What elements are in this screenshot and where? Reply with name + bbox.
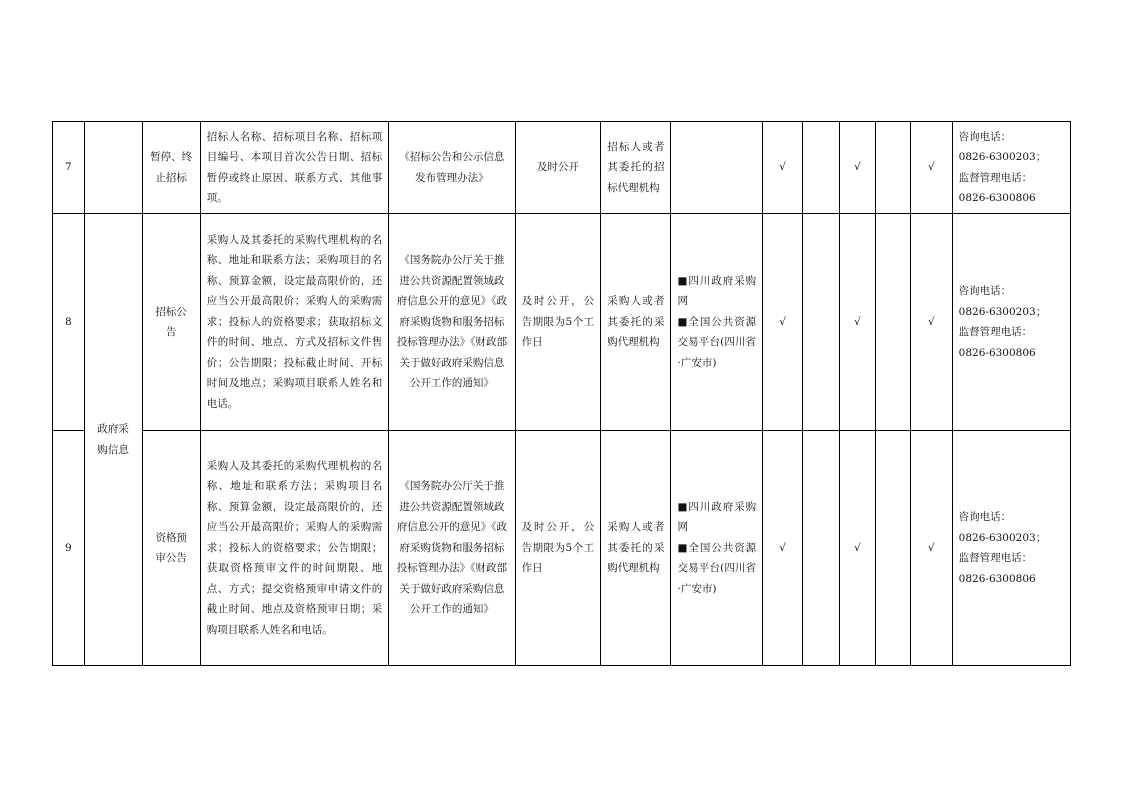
channel-cell: ■四川政府采购网 ■全国公共资源交易平台(四川省·广安市) (671, 431, 763, 666)
check-mark: √ (839, 431, 876, 666)
item-name-cell: 资格预 审公告 (142, 431, 200, 666)
content-cell: 采购人及其委托的采购代理机构的名称、地址和联系方法；采购项目的名称、预算金额，设定最高限价的，还应当公开最高限价；采购人的采购需求；投标人的资格要求；获取招标文件的时间、地点、方式及招标文件售价；公告期限；投标截止时间、开标时间及地点；采购项目联系人姓名和电话。 (200, 214, 389, 431)
timing-cell: 及时公开，公告期限为5个工作日 (515, 431, 601, 666)
empty-cell (802, 214, 839, 431)
row-number: 8 (53, 214, 85, 431)
subject-cell: 采购人或者其委托的采购代理机构 (601, 431, 671, 666)
item-name-cell: 招标公 告 (142, 214, 200, 431)
category-cell: 政府采 购信息 (84, 214, 142, 666)
subject-cell: 招标人或者其委托的招标代理机构 (601, 122, 671, 214)
check-mark: √ (763, 431, 803, 666)
check-mark: √ (910, 214, 952, 431)
item-name-cell: 暂停、终 止招标 (142, 122, 200, 214)
check-mark: √ (910, 431, 952, 666)
check-mark: √ (839, 214, 876, 431)
check-mark: √ (910, 122, 952, 214)
row-number: 9 (53, 431, 85, 666)
empty-cell (876, 214, 911, 431)
channel-cell-empty (671, 122, 763, 214)
table-row (53, 431, 1071, 666)
empty-cell (802, 122, 839, 214)
category-cell-empty (84, 122, 142, 214)
basis-cell: 《招标公告和公示信息发布管理办法》 (389, 122, 515, 214)
contact-cell: 咨询电话： 0826-6300203； 监督管理电话： 0826-6300806 (952, 122, 1070, 214)
table-row (53, 122, 1071, 214)
check-mark: √ (763, 214, 803, 431)
contact-cell: 咨询电话： 0826-6300203； 监督管理电话： 0826-6300806 (952, 431, 1070, 666)
check-mark: √ (763, 122, 803, 214)
content-cell: 招标人名称、招标项目名称、招标项目编号、本项目首次公告日期、招标暂停或终止原因、联系方式、其他事项。 (200, 122, 389, 214)
row-number: 7 (53, 122, 85, 214)
subject-cell: 采购人或者其委托的采购代理机构 (601, 214, 671, 431)
disclosure-table (52, 121, 1071, 666)
timing-cell: 及时公开 (515, 122, 601, 214)
empty-cell (802, 431, 839, 666)
basis-cell: 《国务院办公厅关于推进公共资源配置领域政府信息公开的意见》《政府采购货物和服务招标投标管理办法》《财政部关于做好政府采购信息公开工作的通知》 (389, 214, 515, 431)
channel-cell: ■四川政府采购网 ■全国公共资源交易平台(四川省·广安市) (671, 214, 763, 431)
empty-cell (876, 122, 911, 214)
table-row (53, 214, 1071, 431)
check-mark: √ (839, 122, 876, 214)
contact-cell: 咨询电话： 0826-6300203； 监督管理电话： 0826-6300806 (952, 214, 1070, 431)
timing-cell: 及时公开，公告期限为5个工作日 (515, 214, 601, 431)
content-cell: 采购人及其委托的采购代理机构的名称、地址和联系方法；采购项目名称、预算金额，设定最高限价的，还应当公开最高限价；采购人的采购需求；投标人的资格要求；公告期限；获取资格预审文件的时间期限、地点、方式；提交资格预审申请文件的截止时间、地点及资格预审日期；采购项目联系人姓名和电话。 (200, 431, 389, 666)
empty-cell (876, 431, 911, 666)
basis-cell: 《国务院办公厅关于推进公共资源配置领域政府信息公开的意见》《政府采购货物和服务招标投标管理办法》《财政部关于做好政府采购信息公开工作的通知》 (389, 431, 515, 666)
